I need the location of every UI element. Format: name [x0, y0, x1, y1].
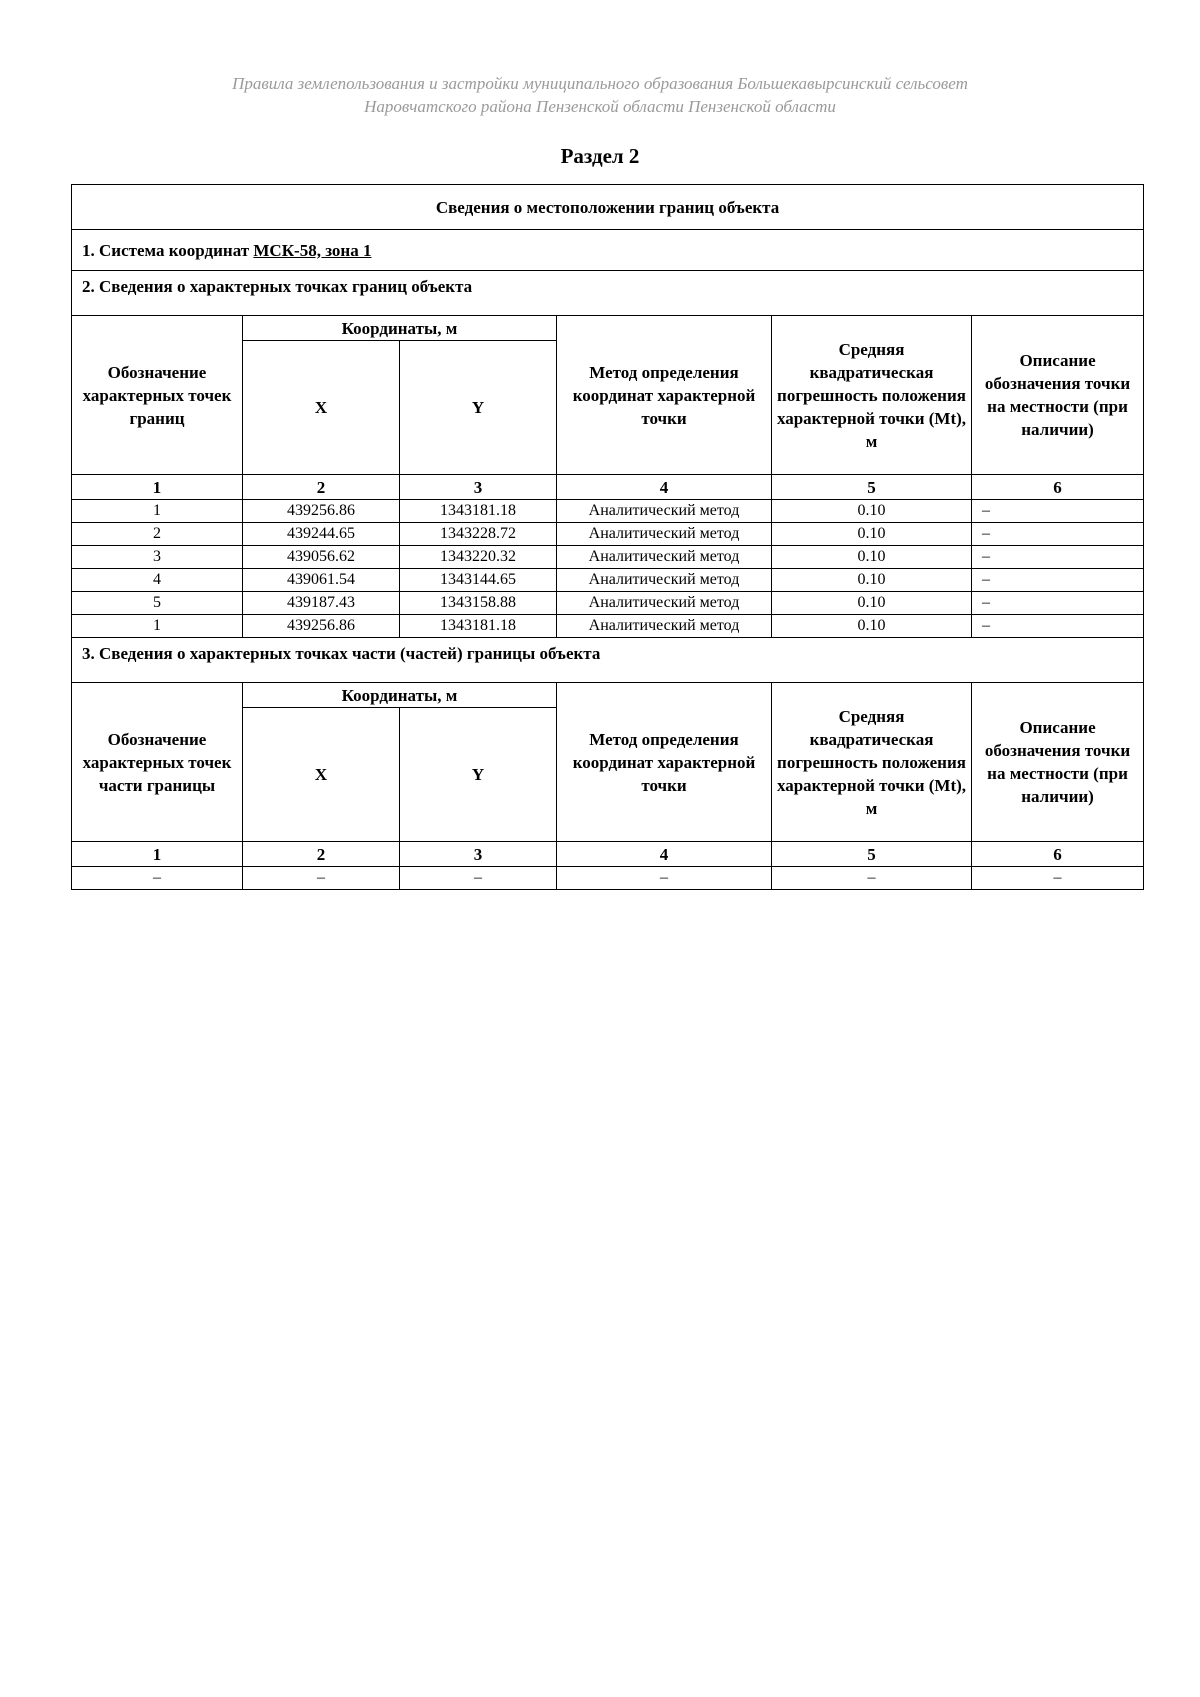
table-row — [72, 592, 1144, 615]
table-row — [72, 500, 1144, 523]
cell-error: 0.10 — [772, 569, 972, 592]
cell-method: Аналитический метод — [557, 523, 772, 546]
col-number: 1 — [72, 842, 243, 867]
cell-description: – — [972, 867, 1144, 890]
cell-x: 439256.86 — [243, 615, 400, 638]
cell-y: 1343220.32 — [400, 546, 557, 569]
header-point-s2: Обозначение характерных точек границ — [72, 316, 243, 475]
cell-method: – — [557, 867, 772, 890]
cell-error: 0.10 — [772, 592, 972, 615]
cell-y: 1343158.88 — [400, 592, 557, 615]
coord-system-label: 1. Система координат — [82, 240, 250, 260]
col-number: 5 — [772, 842, 972, 867]
header-method: Метод определения координат характерной точки — [557, 316, 772, 475]
col-number: 2 — [243, 475, 400, 500]
table-row — [72, 569, 1144, 592]
cell-x: 439061.54 — [243, 569, 400, 592]
cell-point: 1 — [72, 500, 243, 523]
header-x: X — [243, 341, 400, 475]
cell-error: 0.10 — [772, 546, 972, 569]
cell-method: Аналитический метод — [557, 569, 772, 592]
cell-point: 1 — [72, 615, 243, 638]
table-row — [72, 615, 1144, 638]
cell-y: 1343181.18 — [400, 500, 557, 523]
cell-description: – — [972, 569, 1144, 592]
coord-system-row — [72, 230, 1144, 271]
header-method: Метод определения координат характерной точки — [557, 683, 772, 842]
column-number-row — [72, 842, 1144, 867]
cell-error: 0.10 — [772, 523, 972, 546]
header-coords: Координаты, м — [243, 683, 557, 708]
header-error: Средняя квадратическая погрешность положения характерной точки (Mt), м — [772, 683, 972, 842]
header-description: Описание обозначения точки на местности (при наличии) — [972, 683, 1144, 842]
cell-error: 0.10 — [772, 500, 972, 523]
col-number: 3 — [400, 842, 557, 867]
col-number: 4 — [557, 842, 772, 867]
header-description: Описание обозначения точки на местности (при наличии) — [972, 316, 1144, 475]
page-header-line-1: Правила землепользования и застройки муниципального образования Большекавырсинский сельсовет — [232, 74, 968, 93]
col-number: 2 — [243, 842, 400, 867]
header-x: X — [243, 708, 400, 842]
cell-method: Аналитический метод — [557, 546, 772, 569]
cell-y: 1343144.65 — [400, 569, 557, 592]
header-point-s3: Обозначение характерных точек части границы — [72, 683, 243, 842]
cell-y: – — [400, 867, 557, 890]
cell-method: Аналитический метод — [557, 615, 772, 638]
cell-method: Аналитический метод — [557, 592, 772, 615]
cell-description: – — [972, 615, 1144, 638]
table-title: Сведения о местоположении границ объекта — [72, 185, 1144, 230]
header-error: Средняя квадратическая погрешность положения характерной точки (Mt), м — [772, 316, 972, 475]
cell-method: Аналитический метод — [557, 500, 772, 523]
section3-title: 3. Сведения о характерных точках части (частей) границы объекта — [72, 638, 1144, 683]
header-y: Y — [400, 341, 557, 475]
cell-point: 4 — [72, 569, 243, 592]
cell-point: – — [72, 867, 243, 890]
cell-x: 439187.43 — [243, 592, 400, 615]
cell-x: – — [243, 867, 400, 890]
cell-point: 3 — [72, 546, 243, 569]
cell-description: – — [972, 500, 1144, 523]
table-row — [72, 546, 1144, 569]
cell-x: 439056.62 — [243, 546, 400, 569]
cell-error: – — [772, 867, 972, 890]
page-header-line-2: Наровчатского района Пензенской области Пензенской области — [364, 97, 836, 116]
table-row — [72, 523, 1144, 546]
col-number: 1 — [72, 475, 243, 500]
header-coords: Координаты, м — [243, 316, 557, 341]
section2-title: 2. Сведения о характерных точках границ объекта — [72, 271, 1144, 316]
cell-description: – — [972, 592, 1144, 615]
col-number: 3 — [400, 475, 557, 500]
cell-description: – — [972, 523, 1144, 546]
cell-point: 5 — [72, 592, 243, 615]
cell-description: – — [972, 546, 1144, 569]
boundary-table — [71, 184, 1144, 890]
cell-y: 1343181.18 — [400, 615, 557, 638]
table-row — [72, 867, 1144, 890]
cell-x: 439256.86 — [243, 500, 400, 523]
section-title: Раздел 2 — [560, 144, 640, 168]
col-number: 6 — [972, 842, 1144, 867]
col-number: 6 — [972, 475, 1144, 500]
coord-system-value: МСК-58, зона 1 — [253, 240, 372, 260]
cell-point: 2 — [72, 523, 243, 546]
header-y: Y — [400, 708, 557, 842]
col-number: 5 — [772, 475, 972, 500]
cell-y: 1343228.72 — [400, 523, 557, 546]
column-number-row — [72, 475, 1144, 500]
col-number: 4 — [557, 475, 772, 500]
cell-error: 0.10 — [772, 615, 972, 638]
cell-x: 439244.65 — [243, 523, 400, 546]
